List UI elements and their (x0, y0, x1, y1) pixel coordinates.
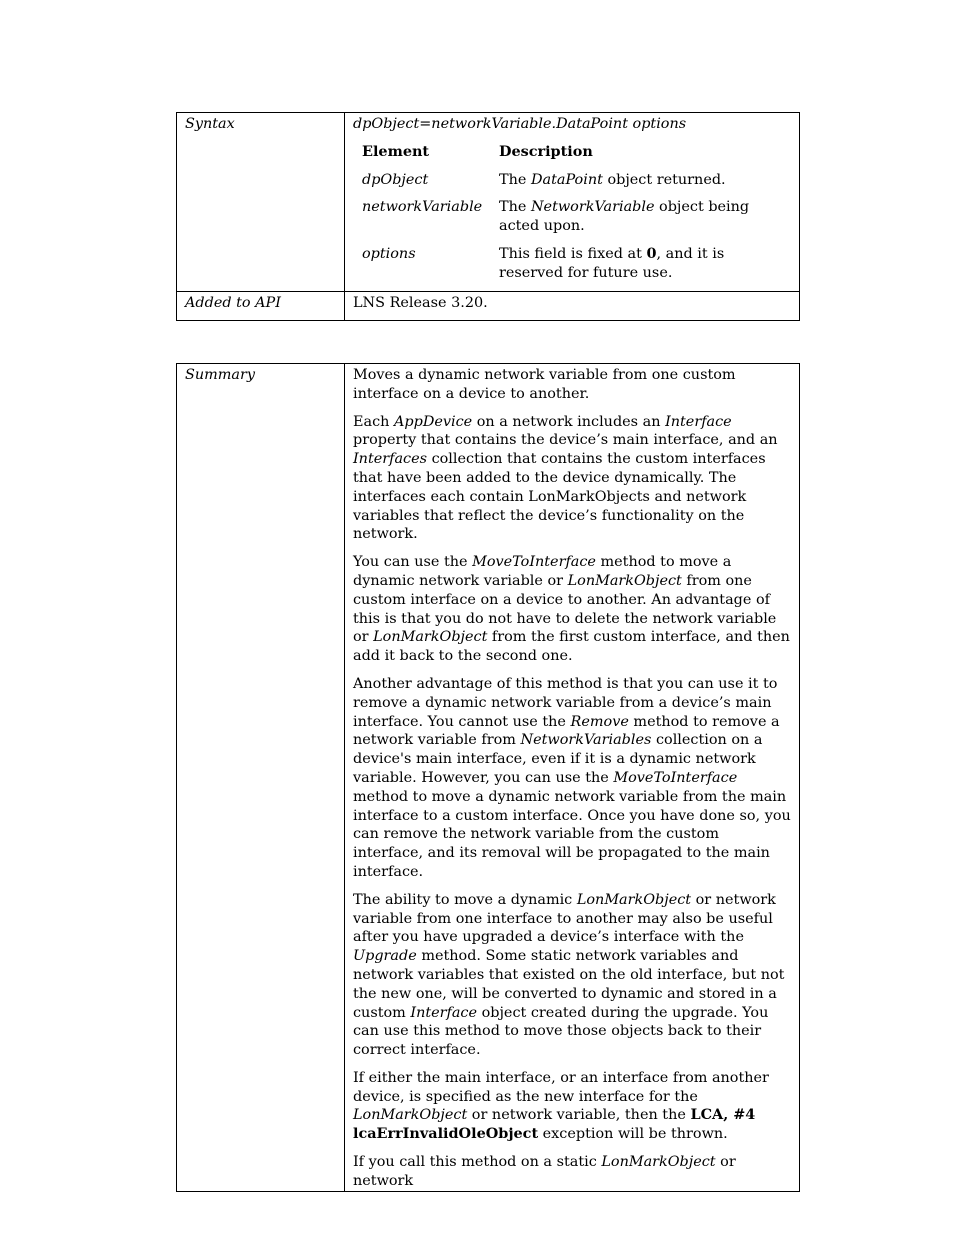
summary-paragraph-5: The ability to move a dynamic LonMarkObject or network variable from one interface to another may also be useful after you have upgraded a device’s interface with the Upgrade method. Some static network variables and network variables that existed on the old interface, but not the new one, will be converted to dynamic and stored in a custom Interface object created during the upgrade. You can use this method to move those objects back to their correct interface. (353, 891, 785, 1059)
summary-content (345, 364, 800, 1192)
summary-paragraph-3: You can use the MoveToInterface method to move a dynamic network variable or LonMarkObject from one custom interface on a device to another. An advantage of this is that you do not have to delete the network variable or LonMarkObject from the first custom interface, and then add it back to the second one. (353, 554, 790, 665)
syntax-row (177, 113, 800, 292)
element-description: The NetworkVariable object being acted upon. (499, 199, 750, 235)
summary-paragraph-2: Each AppDevice on a network includes an Interface property that contains the device’s main interface, and an Interfaces collection that contains the custom interfaces that have been added to the device dynamically. The interfaces each contain LonMarkObjects and network variables that reflect the device’s functionality on the network. (353, 413, 778, 543)
element-name: options (362, 245, 416, 262)
table-row (353, 171, 789, 199)
summary-table (176, 363, 800, 1192)
element-table-header (353, 143, 789, 171)
description-header: Description (499, 142, 593, 160)
table-row (353, 198, 789, 245)
syntax-content (345, 113, 800, 292)
table-row (353, 245, 789, 283)
summary-label: Summary (177, 364, 345, 1192)
summary-paragraph-1: Moves a dynamic network variable from one custom interface on a device to another. (353, 367, 736, 402)
syntax-label: Syntax (177, 113, 345, 292)
summary-paragraph-4: Another advantage of this method is that you can use it to remove a dynamic network variable from a device’s main interface. You cannot use the Remove method to remove a network variable from NetworkVariables collection on a device's main interface, even if it is a dynamic network variable. However, you can use the MoveToInterface method to move a dynamic network variable from the main interface to a custom interface. Once you have done so, you can remove the network variable from the custom interface, and its removal will be propagated to the main interface. (353, 675, 791, 880)
element-header: Element (362, 142, 430, 160)
element-table (353, 143, 789, 283)
summary-paragraph-6: If either the main interface, or an interface from another device, is specified as the new interface for the LonMarkObject or network variable, then the LCA, #4 lcaErrInvalidOleObject exception will be thrown. (353, 1069, 769, 1143)
element-description: This field is fixed at 0, and it is reserved for future use. (499, 244, 725, 281)
element-name: dpObject (362, 171, 429, 188)
summary-row (177, 364, 800, 1192)
syntax-line: dpObject=networkVariable.DataPoint options (353, 116, 687, 132)
added-label: Added to API (177, 291, 345, 321)
element-name: networkVariable (362, 199, 483, 216)
added-value: LNS Release 3.20. (345, 291, 800, 321)
summary-paragraph-7: If you call this method on a static LonMarkObject or network (353, 1154, 736, 1189)
syntax-table (176, 112, 800, 321)
element-description: The DataPoint object returned. (499, 171, 726, 188)
added-row (177, 291, 800, 321)
